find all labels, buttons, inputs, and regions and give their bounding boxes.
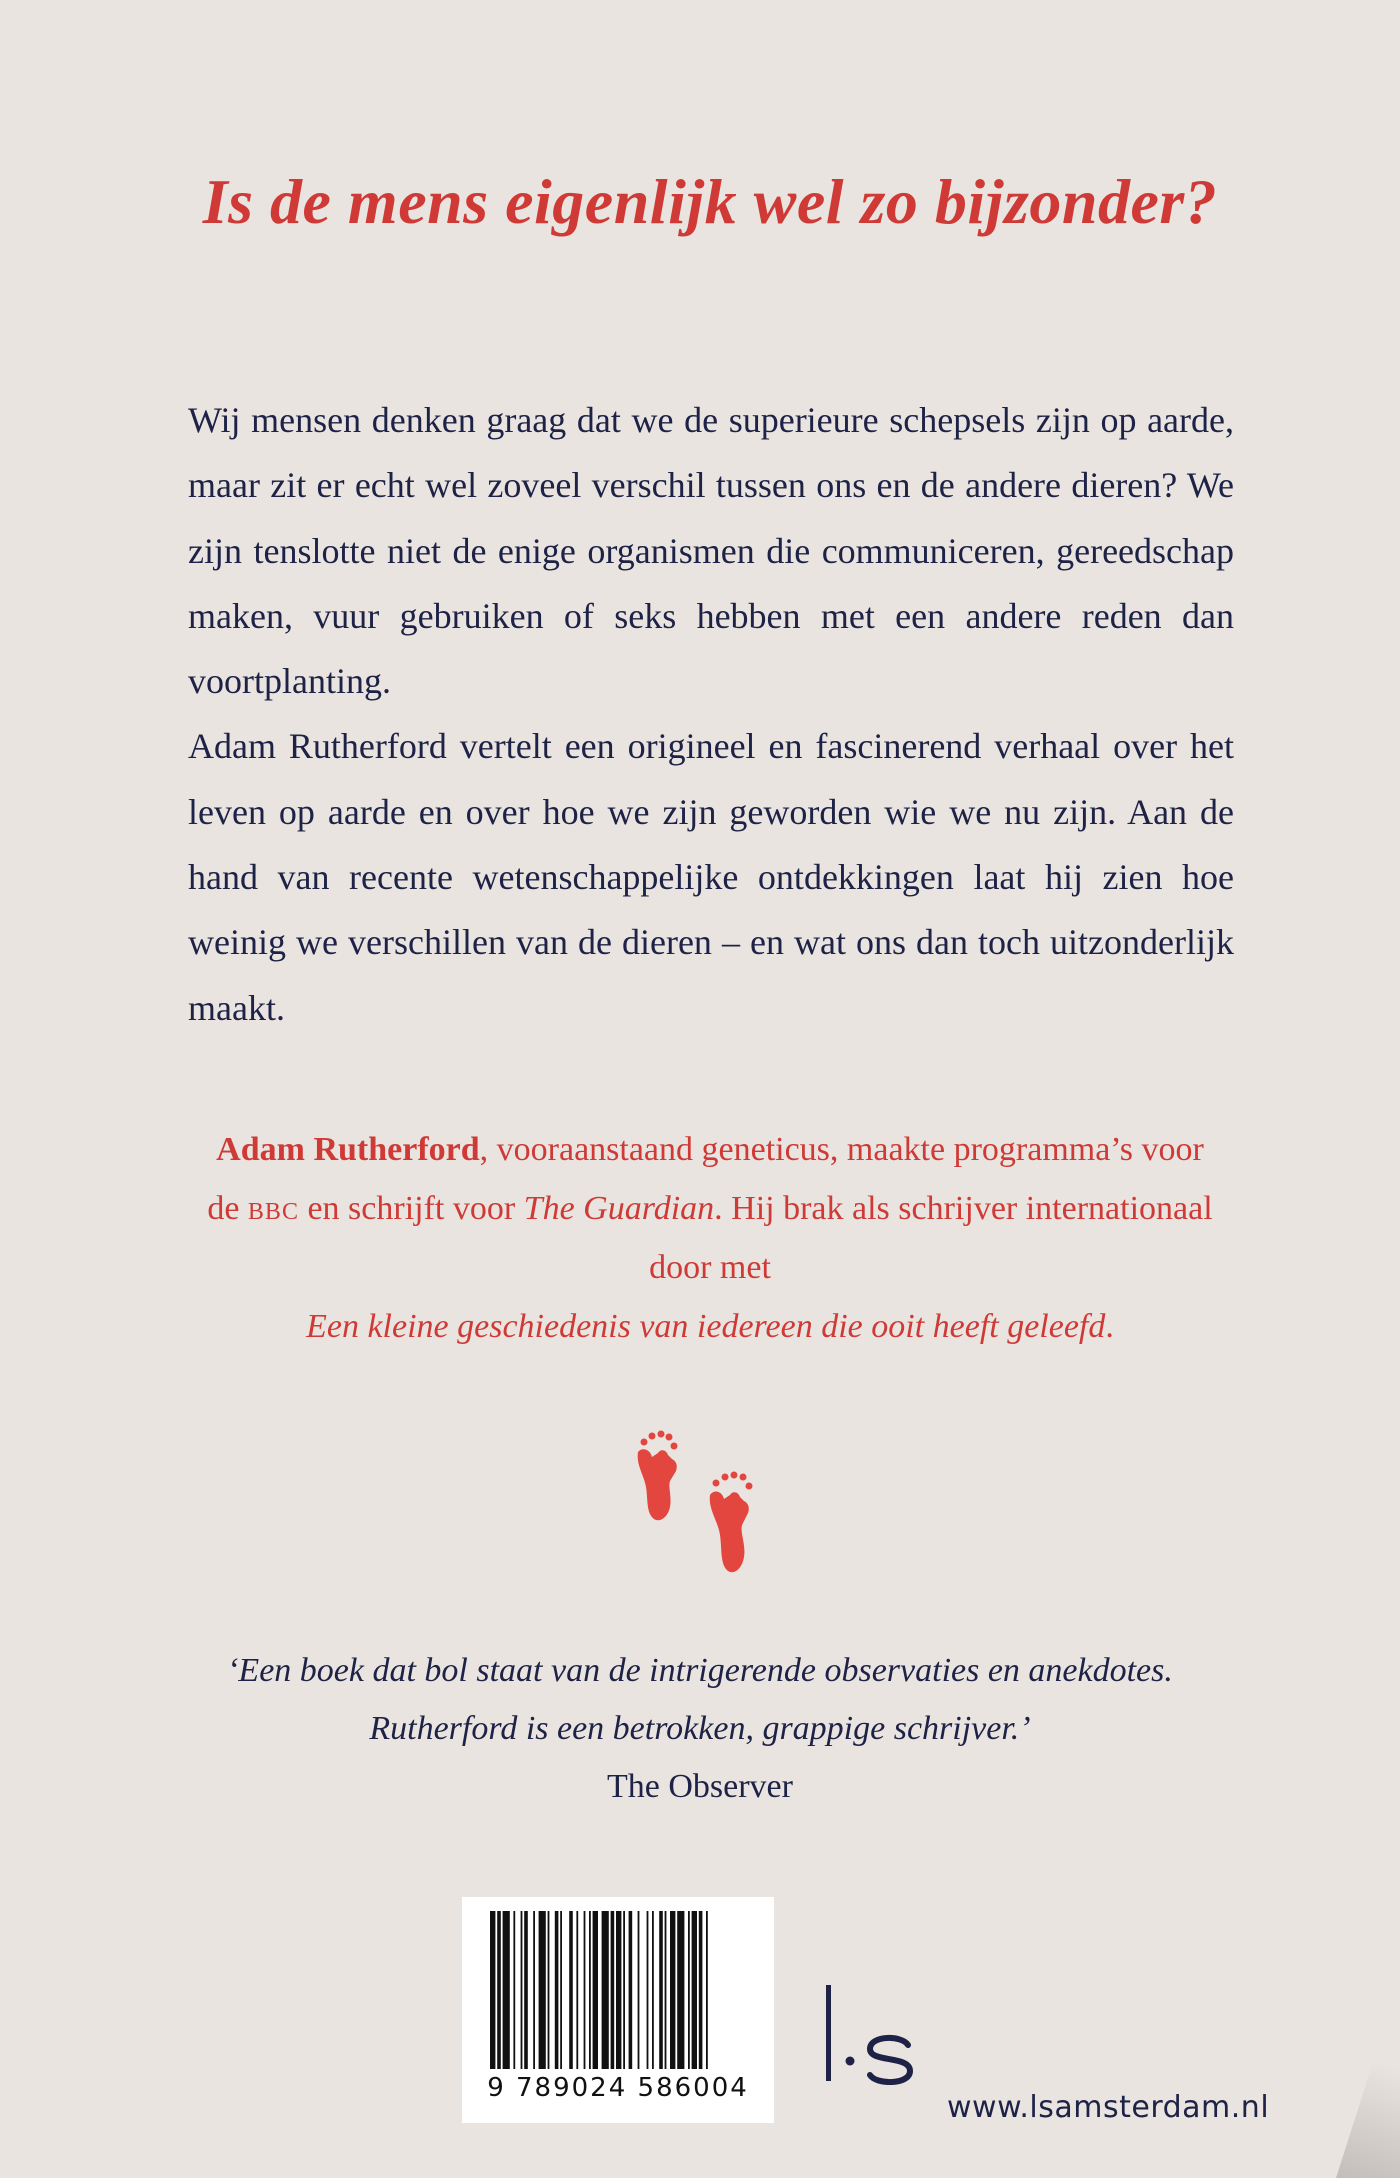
barcode-bar [665,1911,667,2069]
barcode-bar [533,1911,535,2069]
barcode-bar [706,1911,708,2069]
barcode-bar [688,1911,690,2069]
barcode-bar [497,1911,501,2069]
barcode-bar [611,1911,615,2069]
barcode-bar [659,1911,663,2069]
bio-newspaper: The Guardian [523,1190,715,1227]
blurb-paragraph-1: Wij mensen denken graag dat we de superieure schepsels zijn op aarde, maar zit er echt wel zoveel verschil tussen ons en de andere dieren? We zijn tenslotte niet de enige organismen die communiceren, gereedschap maken, vuur gebruiken of seks hebben met een andere reden dan voortplanting. [188,400,1234,702]
barcode-bar [652,1911,654,2069]
bio-bbc: bbc [247,1190,299,1227]
headline: Is de mens eigenlijk wel zo bijzonder? [202,166,1218,237]
barcode-bar [629,1911,633,2069]
blurb [188,388,1234,1041]
barcode-bar [670,1911,675,2069]
bio-text-2: en schrijft voor [298,1190,524,1227]
barcode-bar [584,1911,586,2069]
barcode-bar [638,1911,640,2069]
bio-text-3: . Hij brak als schrijver internationaal door met [649,1190,1213,1286]
barcode-bar [602,1911,609,2069]
quote-source: The Observer [607,1768,793,1805]
barcode-bar [616,1911,621,2069]
barcode-bar [555,1911,559,2069]
author-name: Adam Rutherford [216,1131,480,1168]
barcode-bar [490,1911,495,2069]
quote-line-1: ‘Een boek dat bol staat van de intrigerende observaties en anekdotes. [227,1652,1173,1689]
review-quote [200,1642,1200,1816]
barcode-bar [513,1911,515,2069]
barcode-bar [589,1911,591,2069]
bio-text-1: , vooraanstaand geneticus, maakte programma’s voor de [207,1131,1204,1227]
barcode-bar [647,1911,649,2069]
publisher-logo-icon [822,1985,922,2085]
barcode-bar [593,1911,598,2069]
barcode-bar [503,1911,510,2069]
barcode-bar [521,1911,523,2069]
barcode-number: 9 789024 586004 [487,2073,749,2103]
barcode-bar [677,1911,684,2069]
publisher-url: www.lsamsterdam.nl [947,2090,1270,2125]
bio-book-title: Een kleine geschiedenis van iedereen die ooit heeft geleefd [306,1308,1106,1345]
barcode-bar [560,1911,562,2069]
blurb-paragraph-2: Adam Rutherford vertelt een origineel en fascinerend verhaal over het leven op aarde en over hoe we zijn geworden wie we nu zijn. Aan de hand van recente wetenschappelijke ontdekkingen laat hij zien hoe weinig we verschillen van de dieren – en wat ons dan toch uitzonderlijk maakt. [188,726,1234,1028]
quote-line-2: Rutherford is een betrokken, grappige schrijver.’ [369,1710,1031,1747]
barcode-bar [548,1911,550,2069]
barcode-bar [699,1911,703,2069]
barcode-bar [569,1911,573,2069]
barcode-bar [623,1911,625,2069]
barcode [462,1897,774,2123]
bio-text-4: . [1105,1308,1114,1345]
author-bio [200,1120,1220,1356]
barcode-bar [576,1911,578,2069]
barcode-bar [539,1911,546,2069]
footprints-icon [630,1425,780,1590]
page-corner-shadow [1320,1978,1400,2178]
barcode-bar [524,1911,528,2069]
barcode-bar [692,1911,697,2069]
